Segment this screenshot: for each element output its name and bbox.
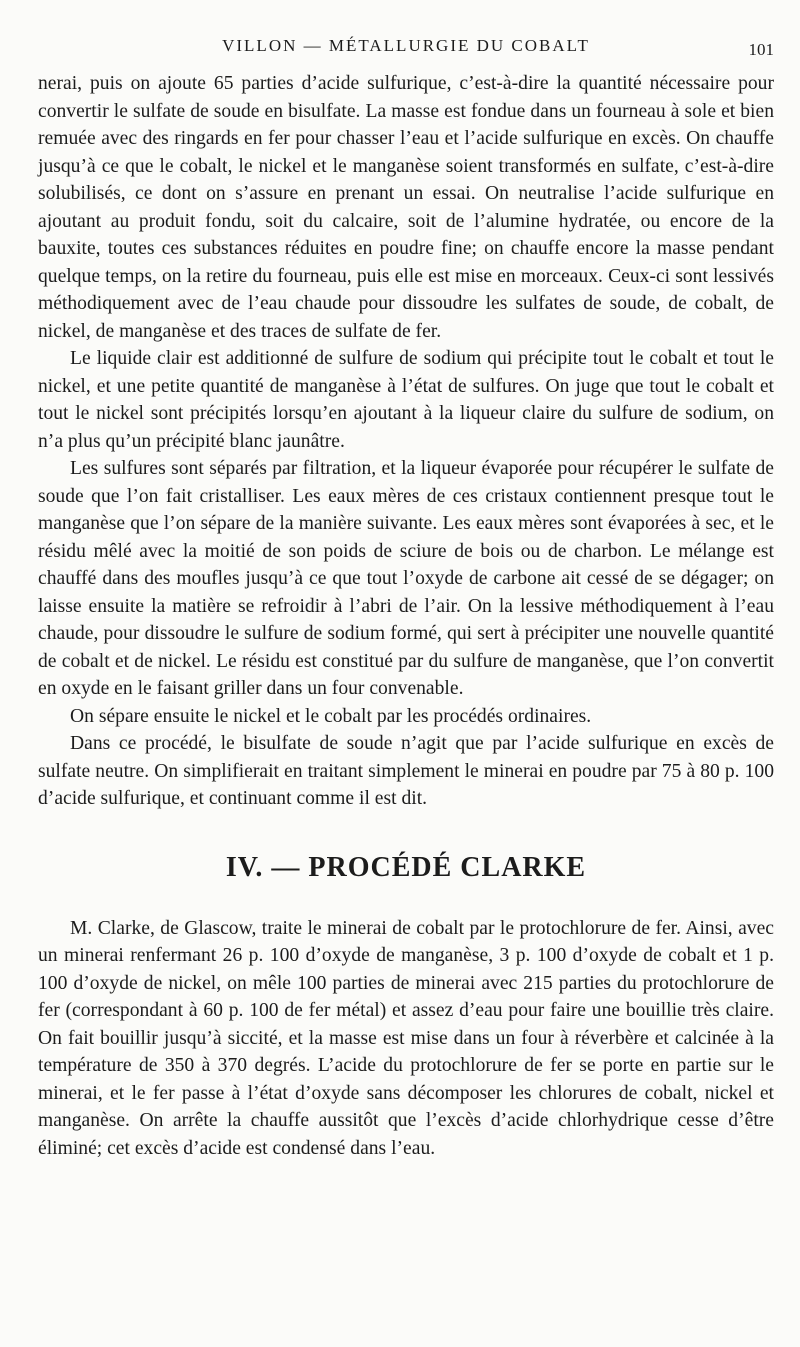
body-text	[38, 70, 774, 1162]
running-head	[38, 36, 774, 66]
paragraph: On sépare ensuite le nickel et le cobalt par les procédés ordinaires.	[70, 705, 592, 727]
section-heading: IV. — PROCÉDÉ CLARKE	[225, 851, 587, 883]
paragraph: Dans ce procédé, le bisulfate de soude n’agit que par l’acide sulfurique en excès de sulfate neutre. On simplifierait en traitant simplement le minerai en poudre par 75 à 80 p. 100 d’acide sulfurique, et continuant comme il est dit.	[38, 733, 774, 809]
running-title: VILLON — MÉTALLURGIE DU COBALT	[222, 36, 590, 55]
paragraph: Les sulfures sont séparés par filtration, et la liqueur évaporée pour récupérer le sulfate de soude que l’on fait cristalliser. Les eaux mères de ces cristaux contiennent presque tout le manganèse que l’on sépare de la manière suivante. Les eaux mères sont évaporées à sec, et le résidu mêlé avec la moitié de son poids de sciure de bois ou de charbon. Le mélange est chauffé dans des moufles jusqu’à ce que tout l’oxyde de carbone ait cessé de se dégager; on laisse ensuite la matière se refroidir à l’abri de l’air. On la lessive méthodiquement à l’eau chaude, pour dissoudre le sulfure de sodium formé, qui sert à précipiter une nouvelle quantité de cobalt et de nickel. Le résidu est constitué par du sulfure de manganèse, que l’on convertit en oxyde en le faisant griller dans un four convenable.	[38, 458, 774, 699]
page-number: 101	[748, 40, 774, 59]
paragraph-continued: nerai, puis on ajoute 65 parties d’acide sulfurique, c’est-à-dire la quantité nécessaire pour convertir le sulfate de soude en bisulfate. La masse est fondue dans un fourneau à sole et bien remuée avec des ringards en fer pour chasser l’eau et l’acide sulfurique en excès. On chauffe jusqu’à ce que le cobalt, le nickel et le manganèse soient transformés en sulfate, c’est-à-dire solubilisés, ce dont on s’assure en prenant un essai. On neutralise l’acide sulfurique en ajoutant au produit fondu, soit du calcaire, soit de l’alumine hydratée, ou encore de la bauxite, toutes ces substances réduites en poudre fine; on chauffe encore la masse pendant quelque temps, on la retire du fourneau, puis elle est mise en morceaux. Ceux-ci sont lessivés méthodiquement avec de l’eau chaude pour dissoudre les sulfates de soude, de cobalt, de nickel, de manganèse et des traces de sulfate de fer.	[38, 73, 774, 342]
paragraph: M. Clarke, de Glascow, traite le minerai de cobalt par le protochlorure de fer. Ainsi, avec un minerai renfermant 26 p. 100 d’oxyde de manganèse, 3 p. 100 d’oxyde de cobalt et 1 p. 100 d’oxyde de nickel, on mêle 100 parties de minerai avec 215 parties du protochlorure de fer (correspondant à 60 p. 100 de fer métal) et assez d’eau pour faire une bouillie très claire. On fait bouillir jusqu’à siccité, et la masse est mise dans un four à réverbère et calcinée à la température de 350 à 370 degrés. L’acide du protochlorure de fer se porte en partie sur le minerai, et le fer passe à l’état d’oxyde sans décomposer les chlorures de cobalt, nickel et manganèse. On arrête la chauffe aussitôt que l’excès d’acide chlorhydrique cesse d’être éliminé; cet excès d’acide est condensé dans l’eau.	[38, 917, 774, 1159]
paragraph: Le liquide clair est additionné de sulfure de sodium qui précipite tout le cobalt et tout le nickel, et une petite quantité de manganèse à l’état de sulfures. On juge que tout le cobalt et tout le nickel sont précipités lorsqu’en ajoutant à la liqueur claire du sulfure de sodium, on n’a plus qu’un précipité blanc jaunâtre.	[38, 348, 774, 452]
